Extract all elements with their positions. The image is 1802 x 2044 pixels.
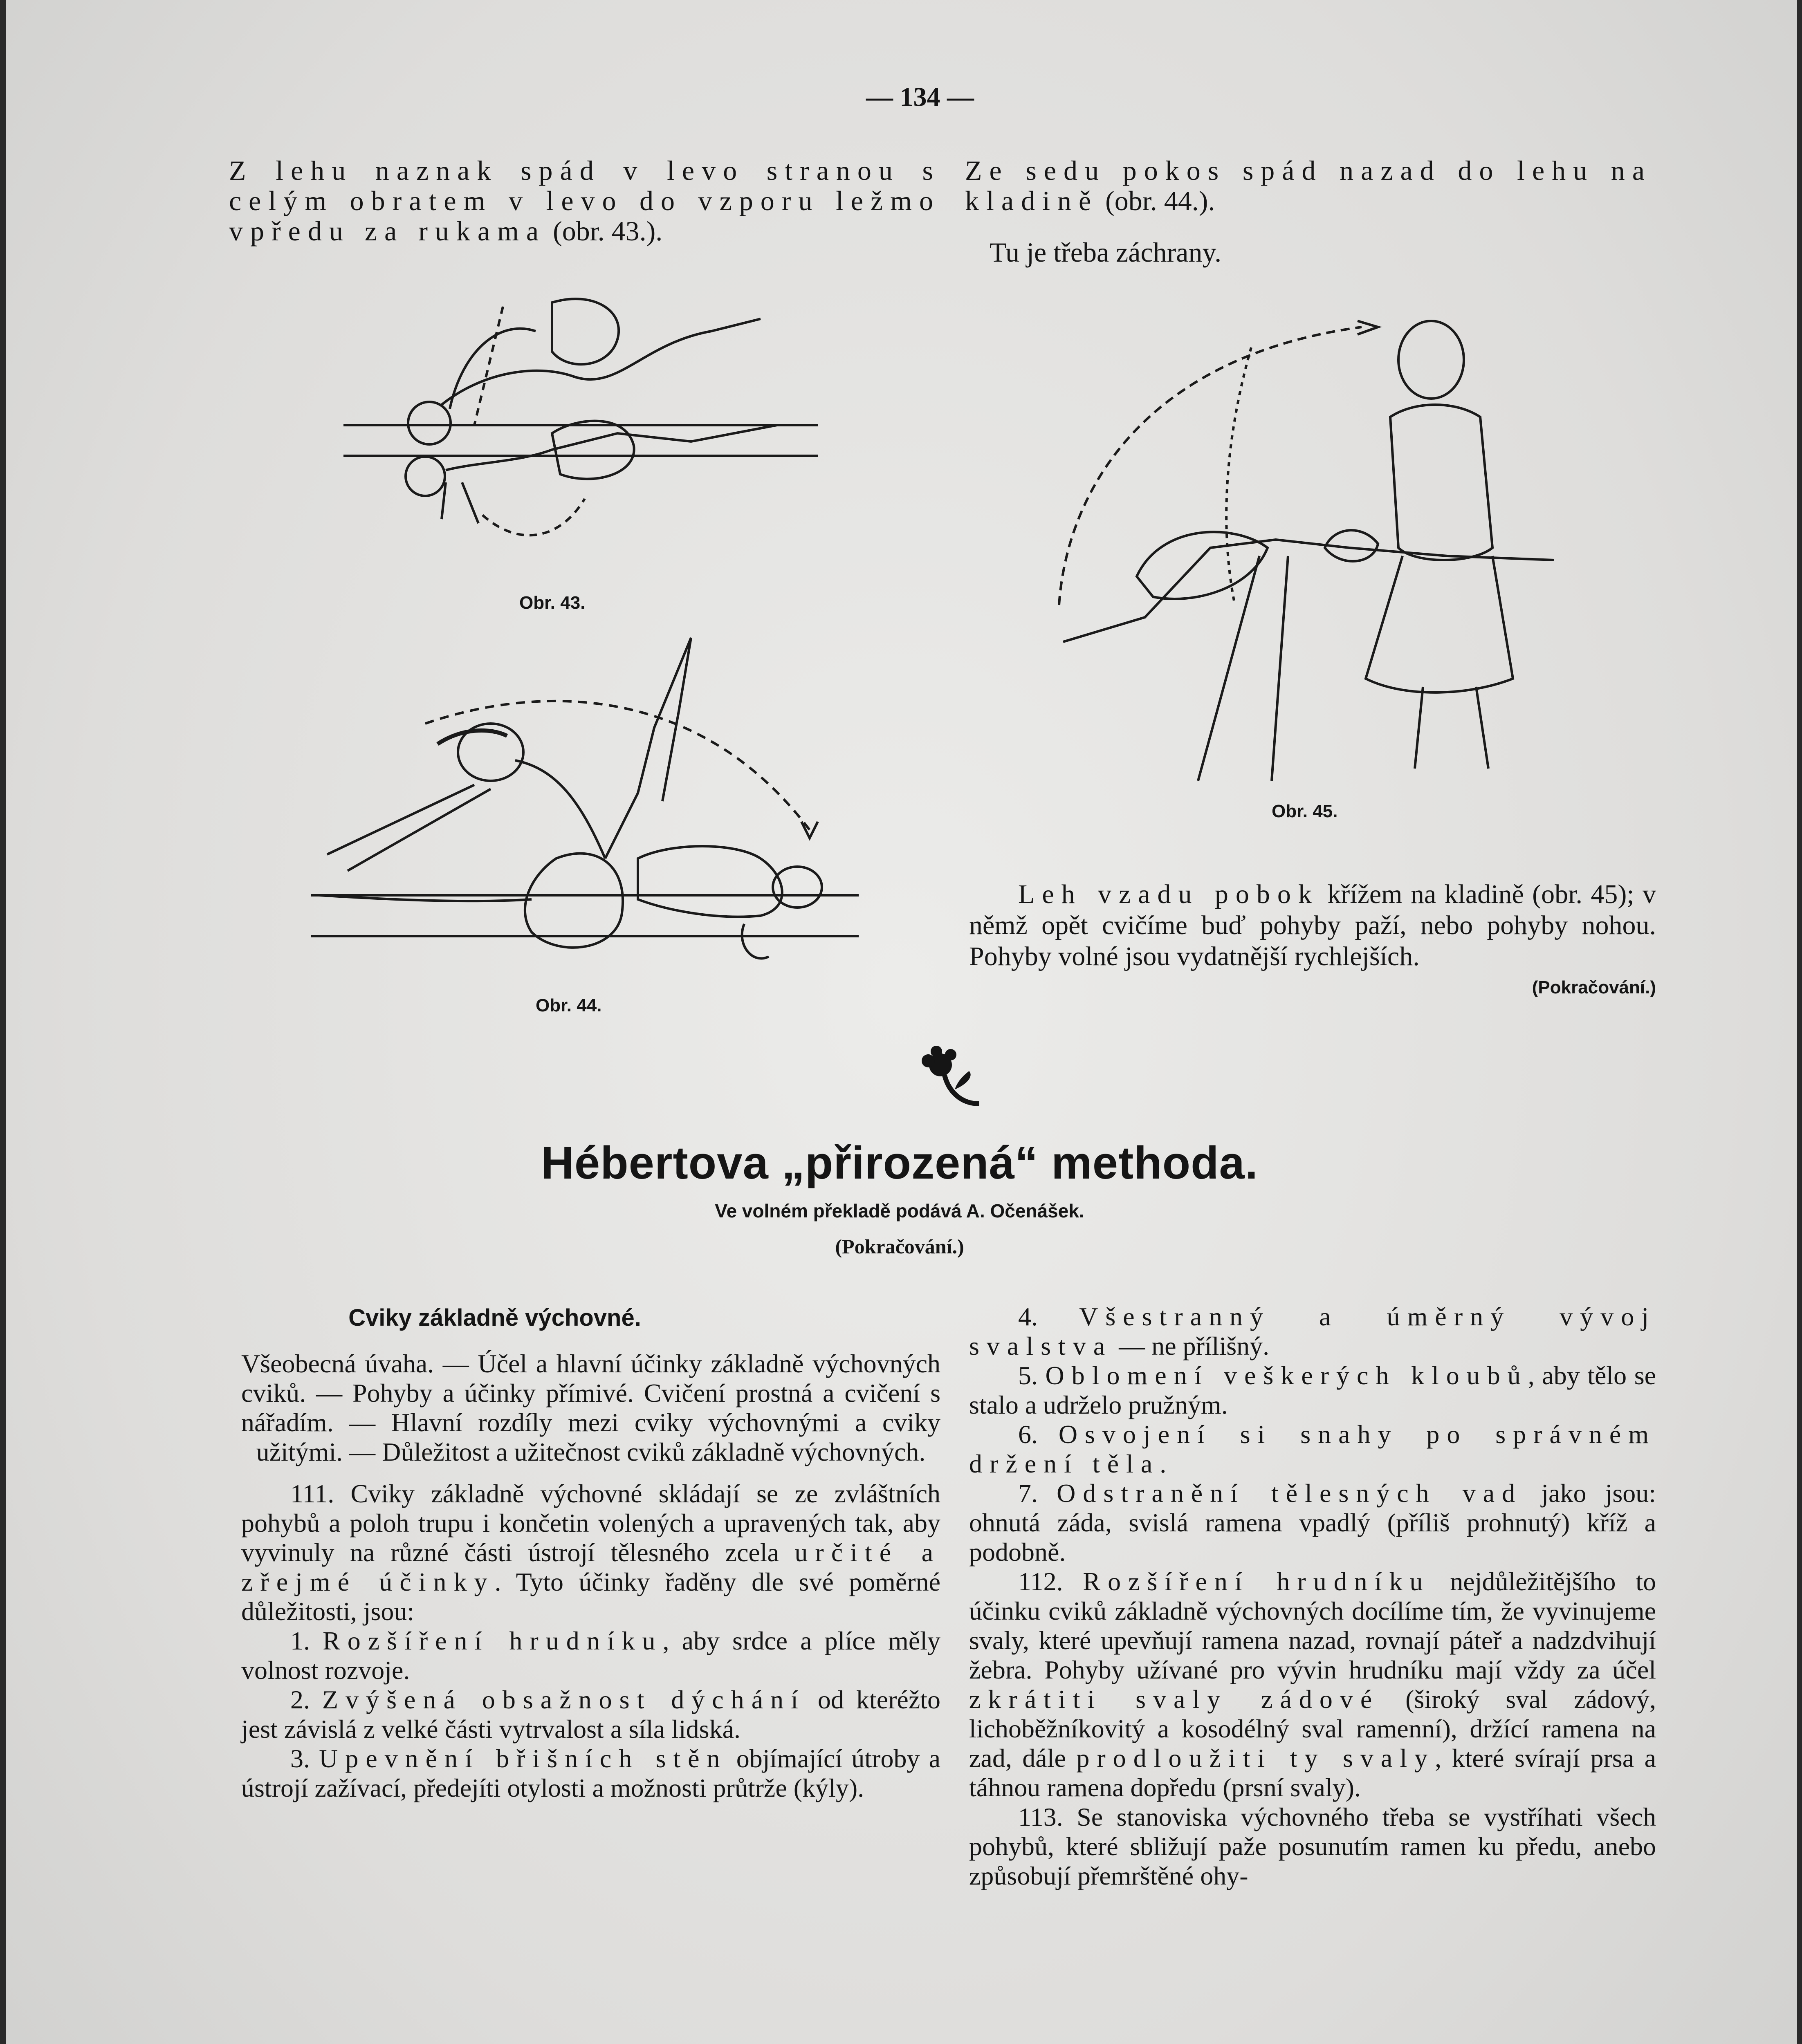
leh-vzadu-spaced-lead: Leh vzadu pobok xyxy=(1018,879,1319,909)
scan-edge-left xyxy=(0,0,6,2044)
list-item-5-spaced: Oblomení veškerých kloubů xyxy=(1045,1361,1528,1390)
list-item-2 xyxy=(241,1685,940,1744)
paragraph-112 xyxy=(969,1567,1656,1802)
left-column xyxy=(241,1349,940,1803)
figure-43-caption: Obr. 43. xyxy=(519,593,586,613)
paragraph-112-spaced-2: zkrátiti svaly zádové xyxy=(969,1685,1380,1714)
figure-44-illustration xyxy=(303,630,867,985)
list-item-5 xyxy=(969,1361,1656,1420)
article-continued-note: (Pokračování.) xyxy=(835,1235,964,1258)
list-item-4 xyxy=(969,1302,1656,1361)
figure-44-caption: Obr. 44. xyxy=(536,995,602,1015)
scan-edge-right xyxy=(1797,0,1802,2044)
exercise-43-spaced-text: Z lehu naznak spád v levo stranou s celým obratem v levo do vzporu ležmo vpředu za rukama xyxy=(229,155,940,247)
list-item-3-spaced: Upevnění břišních stěn xyxy=(319,1744,727,1773)
exercise-43-description xyxy=(229,155,940,246)
paragraph-112-text-a: nejdůležitějšího to účinku cviků základně výchovných docílíme tím, že vyvinujeme svaly, které upevňují ramena nazad, rovnají páteř a nadzdvihují žebra. Pohyby užívané pro vývin hrudníku mají vždy za účel xyxy=(969,1567,1656,1684)
article-subtitle: Ve volném překladě podává A. Očenášek. xyxy=(715,1200,1084,1221)
figure-45-illustration xyxy=(1022,311,1562,789)
list-item-7-rest: jako jsou: ohnutá záda, svislá ramena vpadlý (příliš prohnutý) kříž a podobně. xyxy=(969,1479,1656,1567)
article-title: Hébertova „přirozená“ methoda. xyxy=(541,1137,1258,1188)
list-item-6-rest: . xyxy=(1160,1449,1167,1478)
right-column xyxy=(969,1302,1656,1891)
paragraph-113: 113. Se stanoviska výchovného třeba se vystříhati všech pohybů, které sbližují paže posunutím ramen ku předu, anebo způsobují přemrštěné ohy- xyxy=(969,1802,1656,1890)
list-item-6-number: 6. xyxy=(1018,1420,1059,1449)
list-item-6-spaced: Osvojení si snahy po správném držení těla xyxy=(969,1420,1656,1478)
section-heading: Cviky základně výchovné. xyxy=(348,1304,641,1331)
list-item-2-rest: od kteréžto jest závislá z velké části vytrvalost a síla lidská. xyxy=(241,1685,941,1744)
list-item-3-rest: objímající útroby a ústrojí zažívací, předejíti otylosti a možnosti průtrže (kýly). xyxy=(241,1744,941,1802)
list-item-4-number: 4. xyxy=(1018,1302,1079,1331)
section-summary: Všeobecná úvaha. — Účel a hlavní účinky základně výchovných cviků. — Pohyby a účinky přímivé. Cvičení prostná a cvičení s nářadím. — Hlavní rozdíly mezi cviky výchovnými a cviky užitými. — Důležitost a užitečnost cviků základně výchovných. xyxy=(241,1349,940,1466)
list-item-3 xyxy=(241,1744,940,1803)
paragraph-111 xyxy=(241,1479,940,1626)
list-item-1-spaced: Rozšíření hrudníku xyxy=(323,1626,663,1655)
exercise-43-ref: (obr. 43.). xyxy=(546,215,663,247)
paragraph-112-text-b: (široký sval zádový, lichoběžníkovitý a kosodélný sval ramenní), držící ramena na zad, dále xyxy=(969,1685,1656,1773)
page-number: — 134 — xyxy=(866,82,974,112)
list-item-2-number: 2. xyxy=(290,1685,323,1714)
figure-43-illustration xyxy=(307,270,838,580)
list-item-6 xyxy=(969,1420,1656,1479)
list-item-5-rest: , aby tělo se stalo a udrželo pružným. xyxy=(969,1361,1656,1419)
paragraph-111-spaced: určité a zřejmé účinky xyxy=(241,1538,940,1596)
list-item-7-spaced: Odstranění tělesných vad xyxy=(1057,1479,1523,1508)
paragraph-112-number: 112. xyxy=(1018,1567,1083,1596)
list-item-5-number: 5. xyxy=(1018,1361,1046,1390)
exercise-44-note: Tu je třeba záchrany. xyxy=(990,237,1222,268)
exercise-44-ref: (obr. 44.). xyxy=(1098,185,1215,216)
list-item-1-rest: , aby srdce a plíce měly volnost rozvoje. xyxy=(241,1626,940,1685)
list-item-2-spaced: Zvýšená obsažnost dýchání xyxy=(322,1685,806,1714)
leh-vzadu-paragraph xyxy=(969,879,1656,1003)
list-item-4-spaced: Všestranný a úměrný vývoj svalstva xyxy=(969,1302,1656,1360)
paragraph-112-text-c: , které svírají prsa a táhnou ramena dopředu (prsní svaly). xyxy=(969,1744,1656,1802)
figure-45-caption: Obr. 45. xyxy=(1272,801,1338,821)
list-item-3-number: 3. xyxy=(290,1744,319,1773)
paragraph-111-text-a: 111. Cviky základně výchovné skládají se ze zvláštních pohybů a poloh trupu i končetin volených a upravených tak, aby vyvinuly na různé části ústrojí tělesného zcela xyxy=(241,1479,940,1567)
list-item-1-number: 1. xyxy=(290,1626,323,1655)
leh-vzadu-continued: (Pokračování.) xyxy=(1532,977,1656,997)
list-item-7 xyxy=(969,1479,1656,1567)
exercise-44-spaced-text: Ze sedu pokos spád nazad do lehu na kladině xyxy=(965,155,1652,216)
exercise-44-description xyxy=(965,155,1652,216)
flower-ornament xyxy=(912,1042,985,1112)
list-item-7-number: 7. xyxy=(1018,1479,1057,1508)
list-item-1 xyxy=(241,1626,940,1685)
list-item-4-rest: — ne přílišný. xyxy=(1112,1331,1270,1360)
paragraph-112-spaced-1: Rozšíření hrudníku xyxy=(1083,1567,1430,1596)
paragraph-112-spaced-3: prodloužiti ty svaly xyxy=(1076,1744,1435,1773)
paragraph-111-text-b: . Tyto účinky řaděny dle své poměrné důležitosti, jsou: xyxy=(241,1567,940,1626)
leh-vzadu-text: křížem na kladině (obr. 45); v němž opět cvičíme buď pohyby paží, nebo pohyby nohou. Pohyby volné jsou vydatnější rychlejších. xyxy=(969,879,1656,971)
